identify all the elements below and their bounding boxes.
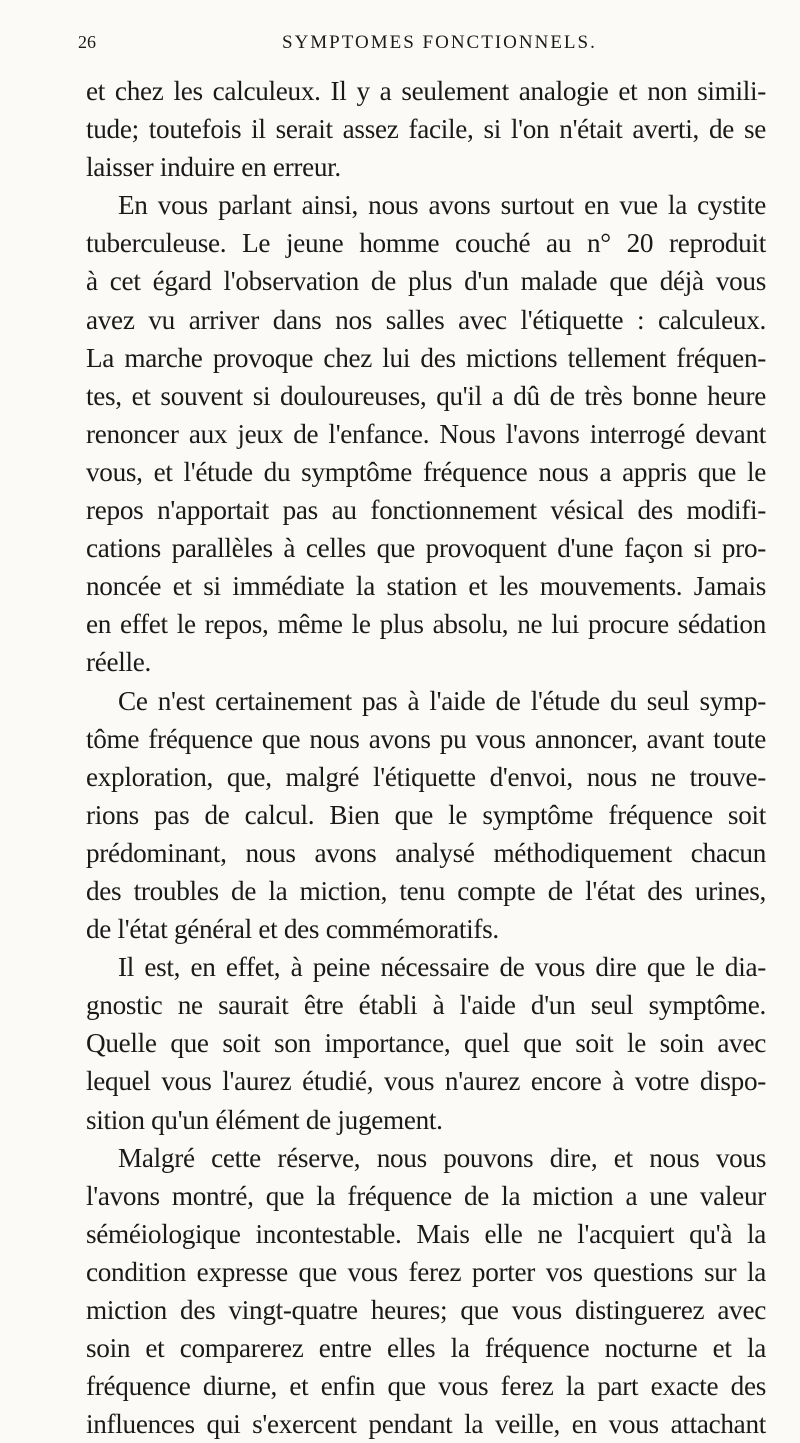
text-line: condition expresse que vous ferez porter vos questions sur la xyxy=(86,1256,766,1287)
paragraph xyxy=(86,72,766,186)
text-line: tes, et souvent si douloureuses, qu'il a dû de très bonne heure xyxy=(86,380,766,411)
text-line: noncée et si immédiate la station et les mouvements. Jamais xyxy=(86,571,766,602)
text-line: de l'état général et des commémoratifs. xyxy=(86,914,499,945)
text-line: des troubles de la miction, tenu compte de l'état des urines, xyxy=(86,875,766,906)
text-line: vous, et l'étude du symptôme fréquence nous a appris que le xyxy=(86,456,766,487)
text-line: tuberculeuse. Le jeune homme couché au n° 20 reproduit xyxy=(86,228,766,259)
text-line: miction des vingt-quatre heures; que vous distinguerez avec xyxy=(86,1295,766,1325)
paragraph xyxy=(86,948,766,1138)
text-line: Quelle que soit son importance, quel que soit le soin avec xyxy=(86,1028,766,1059)
text-line: En vous parlant ainsi, nous avons surtout en vue la cystite xyxy=(118,190,766,221)
paragraph xyxy=(86,1139,766,1443)
text-line: rions pas de calcul. Bien que le symptôme fréquence soit xyxy=(86,799,766,830)
text-line: cations parallèles à celles que provoquent d'une façon si pro- xyxy=(86,533,766,564)
page-number: 26 xyxy=(78,32,96,52)
text-line: gnostic ne saurait être établi à l'aide d'un seul symptôme. xyxy=(86,990,766,1021)
text-line: lequel vous l'aurez étudié, vous n'aurez encore à votre dispo- xyxy=(86,1066,766,1097)
text-line: repos n'apportait pas au fonctionnement vésical des modifi- xyxy=(86,495,766,526)
text-line: avez vu arriver dans nos salles avec l'étiquette : calculeux. xyxy=(86,304,766,335)
text-line: Il est, en effet, à peine nécessaire de vous dire que le dia- xyxy=(118,952,766,983)
paragraph xyxy=(86,186,766,681)
text-line: séméiologique incontestable. Mais elle ne l'acquiert qu'à la xyxy=(86,1218,766,1249)
text-line: fréquence diurne, et enfin que vous ferez la part exacte des xyxy=(86,1371,766,1402)
text-line: et chez les calculeux. Il y a seulement analogie et non simili- xyxy=(86,76,766,106)
body-text xyxy=(86,72,766,1443)
page-header xyxy=(78,30,760,60)
text-line: influences qui s'exercent pendant la veille, en vous attachant xyxy=(86,1409,766,1440)
text-line: en effet le repos, même le plus absolu, ne lui procure sédation xyxy=(86,609,766,640)
paragraph xyxy=(86,682,766,949)
running-title: SYMPTOMES FONCTIONNELS. xyxy=(282,32,597,53)
text-line: tôme fréquence que nous avons pu vous annoncer, avant toute xyxy=(86,723,766,754)
text-line: exploration, que, malgré l'étiquette d'envoi, nous ne trouve- xyxy=(86,761,766,792)
text-line: laisser induire en erreur. xyxy=(86,152,341,183)
text-line: prédominant, nous avons analysé méthodiquement chacun xyxy=(86,837,766,868)
text-line: Ce n'est certainement pas à l'aide de l'étude du seul symp- xyxy=(118,685,766,716)
text-line: sition qu'un élément de jugement. xyxy=(86,1104,443,1135)
text-line: Malgré cette réserve, nous pouvons dire, et nous vous xyxy=(118,1142,766,1173)
text-line: soin et comparerez entre elles la fréquence nocturne et la xyxy=(86,1333,766,1364)
text-line: La marche provoque chez lui des mictions tellement fréquen- xyxy=(86,342,766,373)
text-line: l'avons montré, que la fréquence de la miction a une valeur xyxy=(86,1180,766,1211)
text-line: réelle. xyxy=(86,647,152,678)
text-line: renoncer aux jeux de l'enfance. Nous l'avons interrogé devant xyxy=(86,418,766,449)
text-line: tude; toutefois il serait assez facile, si l'on n'était averti, de se xyxy=(86,114,766,145)
text-line: à cet égard l'observation de plus d'un malade que déjà vous xyxy=(86,266,766,297)
